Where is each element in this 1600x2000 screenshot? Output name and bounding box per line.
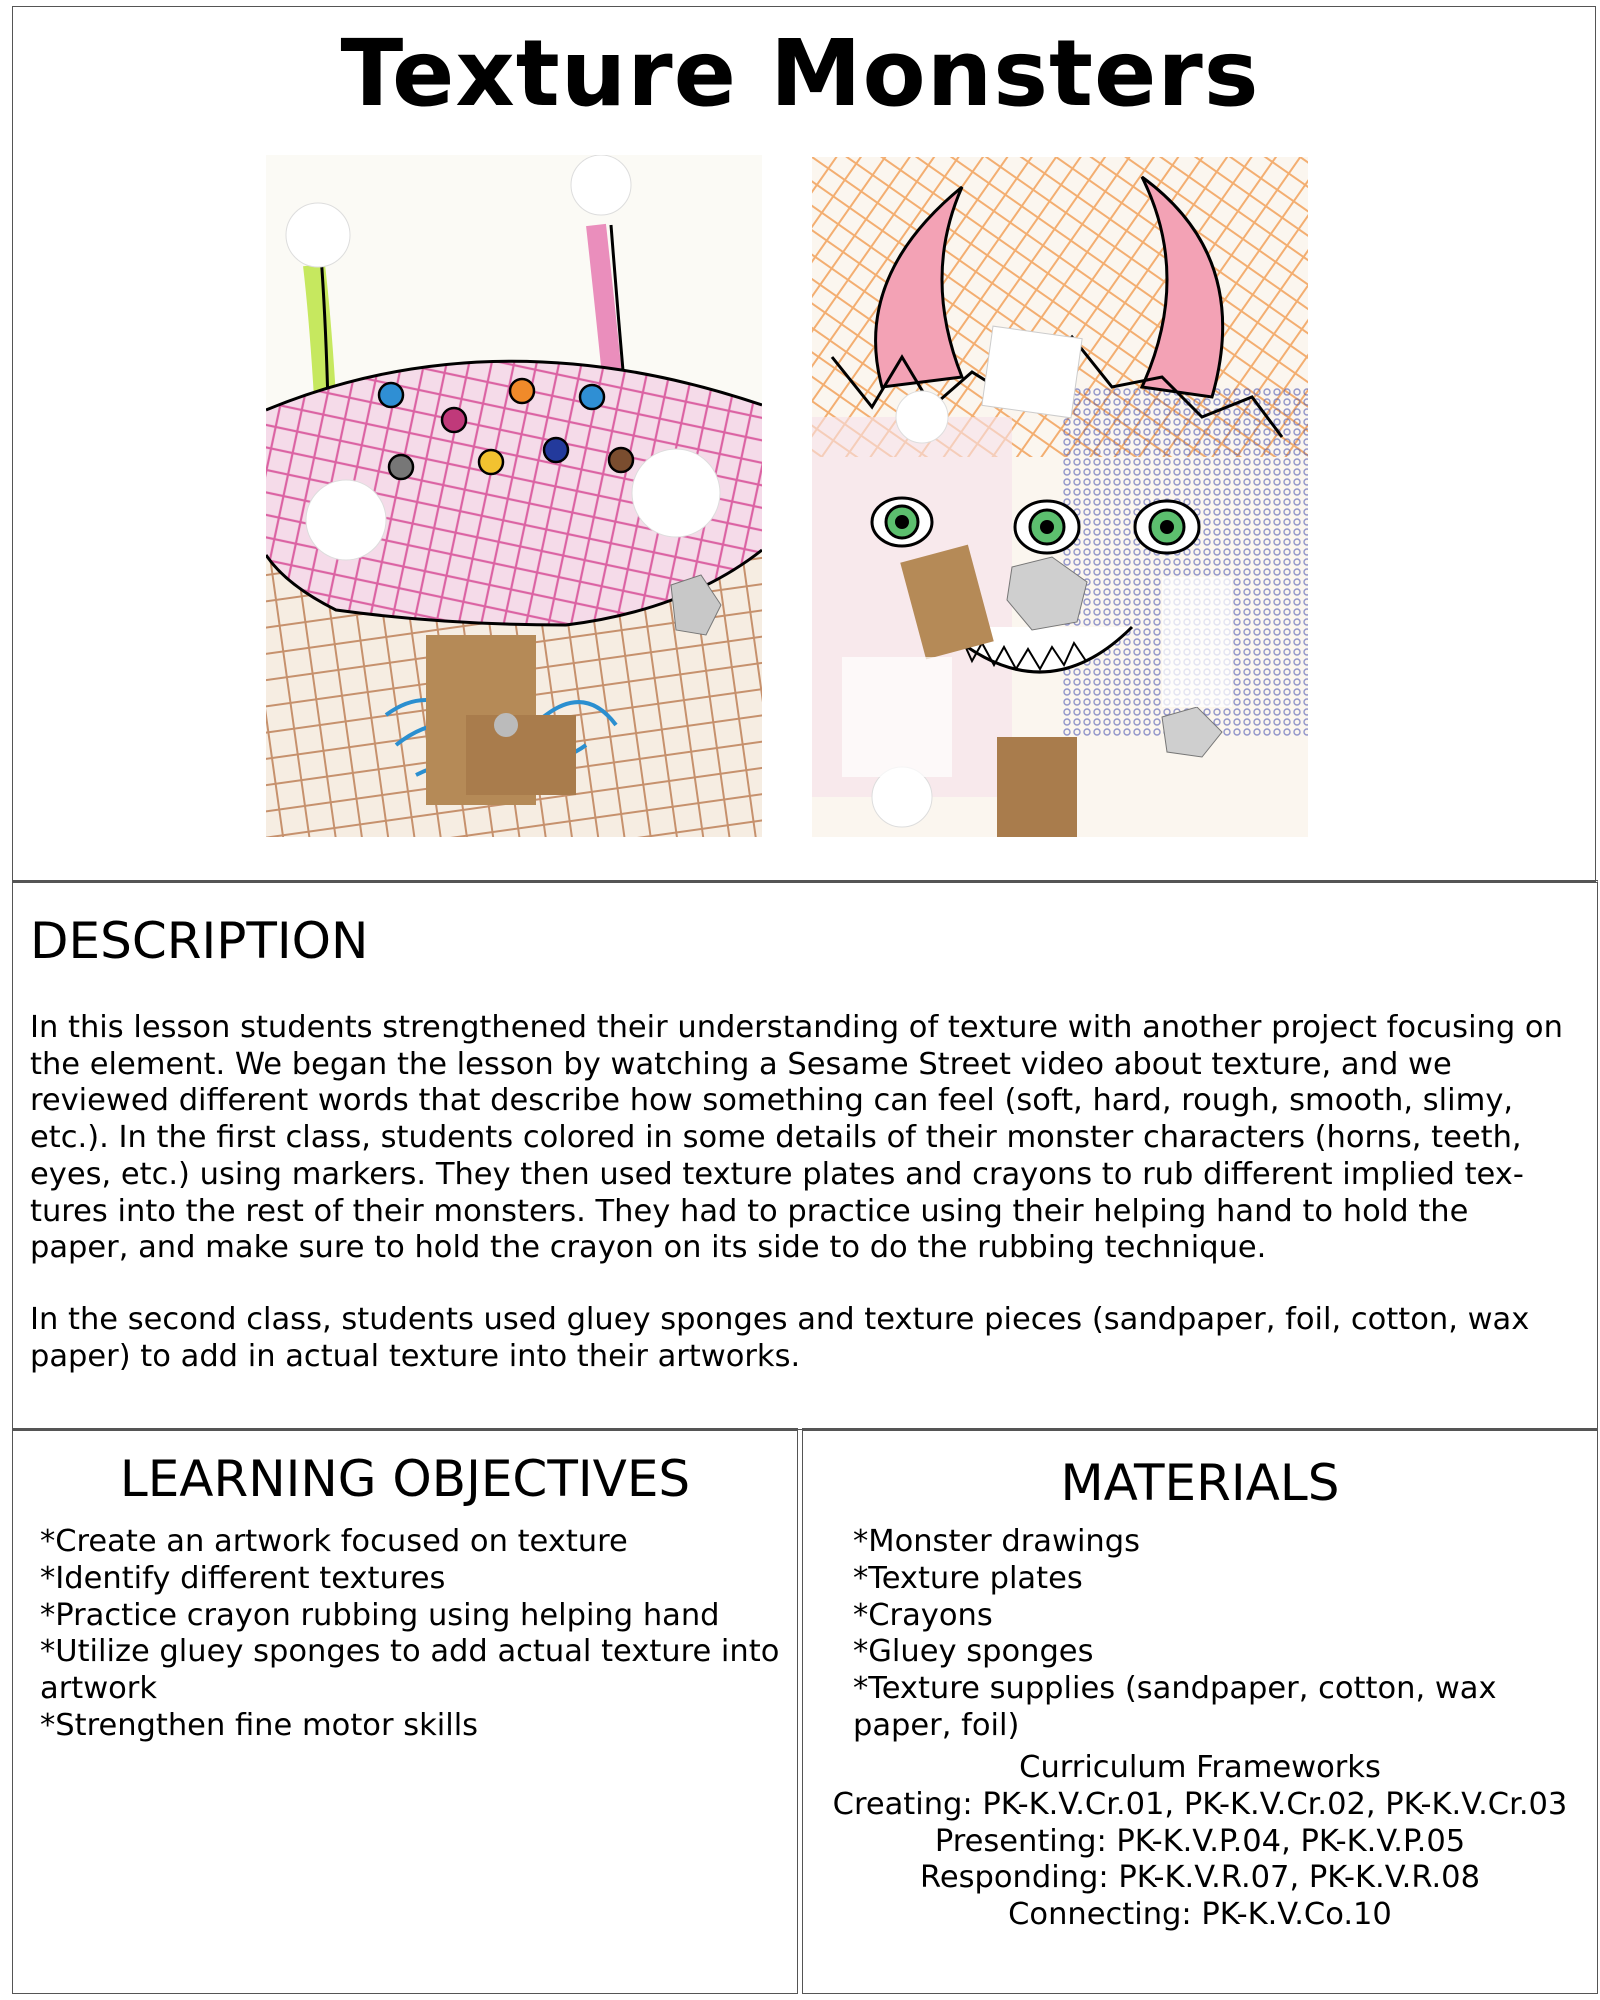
list-item: *Identify different textures xyxy=(40,1560,446,1596)
list-item: *Create an artwork focused on texture xyxy=(40,1524,628,1559)
list-item: *Utilize gluey sponges to add actual texture into artwork xyxy=(40,1634,780,1707)
artwork-photo-2 xyxy=(812,157,1308,837)
frameworks-connecting: Connecting: PK-K.V.Co.10 xyxy=(1008,1897,1392,1933)
page-title: Texture Monsters xyxy=(340,20,1260,127)
frameworks-presenting: Presenting: PK-K.V.P.04, PK-K.V.P.05 xyxy=(934,1823,1466,1859)
materials-heading: MATERIALS xyxy=(1060,1454,1340,1512)
curriculum-frameworks xyxy=(820,1750,1580,1934)
frameworks-responding: Responding: PK-K.V.R.07, PK-K.V.R.08 xyxy=(920,1860,1480,1896)
list-item: *Practice crayon rubbing using helping hand xyxy=(40,1597,720,1633)
list-item: *Texture plates xyxy=(853,1560,1083,1596)
description-paragraph-1: In this lesson students strengthened their understanding of texture with another project focusing on the element. We began the lesson by watching a Sesame Street video about texture, and we reviewed different words that describe how something can feel (soft, hard, rough, smooth, slimy, etc.). In the first class, students colored in some details of their monster characters (horns, teeth, eyes, etc.) using markers. They then used texture plates and crayons to rub different implied tex-tures into the rest of their monsters. They had to practice using their helping hand to hold the paper, and make sure to hold the crayon on its side to do the rubbing technique. xyxy=(30,1010,1563,1266)
list-item: *Gluey sponges xyxy=(853,1634,1094,1670)
description-paragraph-2: In the second class, students used gluey sponges and texture pieces (sandpaper, foil, cotton, wax paper) to add in actual texture into their artworks. xyxy=(30,1302,1530,1374)
frameworks-heading: Curriculum Frameworks xyxy=(1019,1750,1381,1785)
header-panel xyxy=(12,6,1596,882)
artwork-photo-1 xyxy=(266,155,762,837)
frameworks-creating: Creating: PK-K.V.Cr.01, PK-K.V.Cr.02, PK-K.V.Cr.03 xyxy=(832,1786,1568,1822)
learning-objectives-heading: LEARNING OBJECTIVES xyxy=(119,1450,691,1508)
learning-objectives-list xyxy=(40,1524,800,1745)
list-item: *Monster drawings xyxy=(853,1524,1140,1559)
list-item: *Strengthen fine motor skills xyxy=(40,1707,479,1743)
list-item: *Crayons xyxy=(853,1597,993,1633)
materials-list xyxy=(853,1524,1553,1745)
description-heading: DESCRIPTION xyxy=(30,912,369,970)
list-item: *Texture supplies (sandpaper, cotton, wax paper, foil) xyxy=(853,1671,1497,1743)
